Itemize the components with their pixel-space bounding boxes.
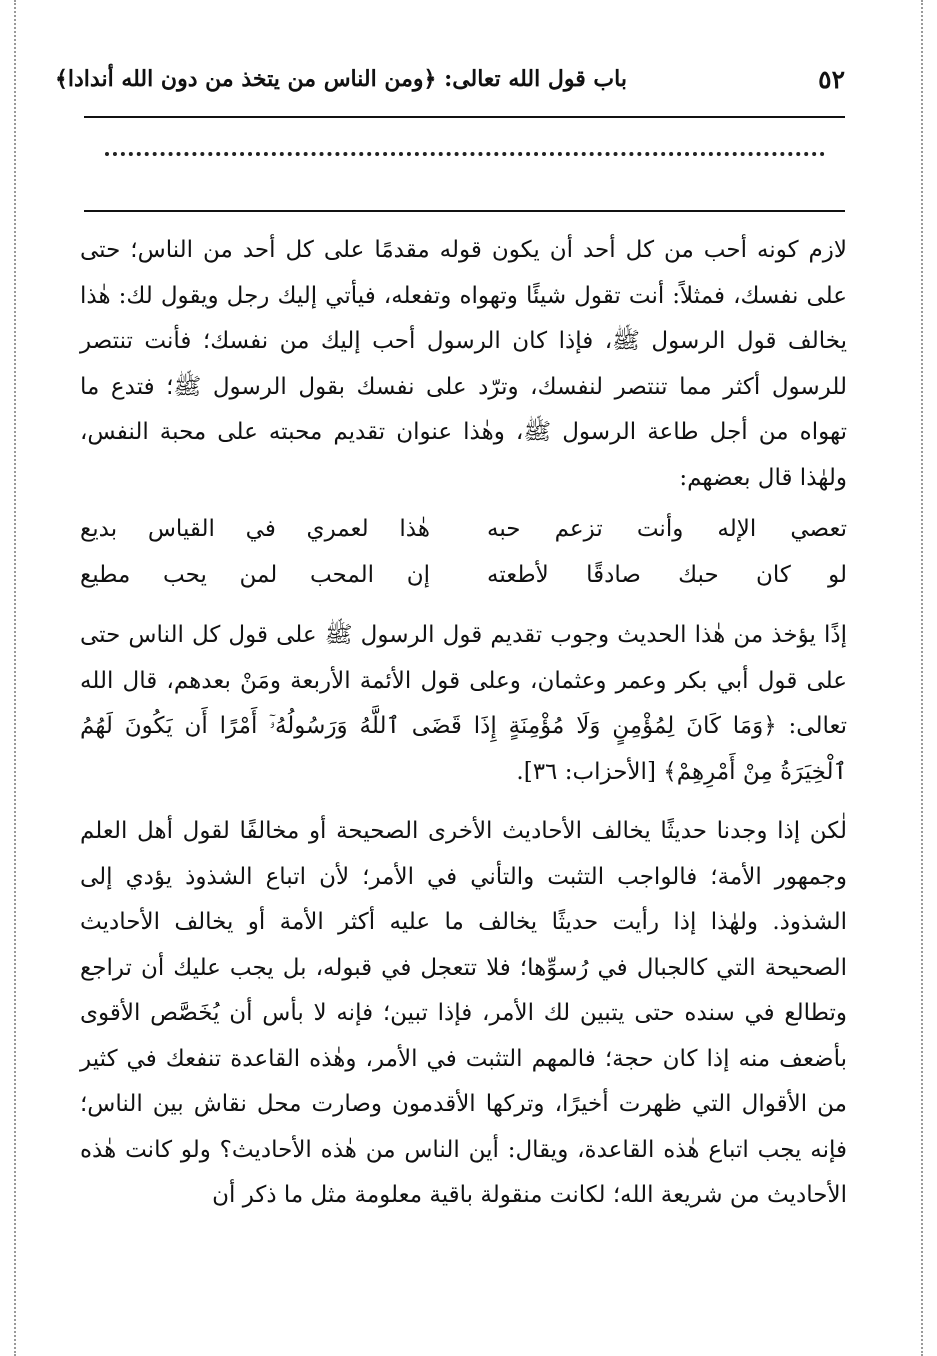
- text-line: التي ظهرت أخيرًا، وتركها الأقدمون وصارت محل نقاش بين الناس؛ فإنه: [80, 1091, 847, 1163]
- body-top-rule: [84, 210, 845, 212]
- text-line: لقول أهل العلم وجمهور الأمة؛ فالواجب التثبت والتأني في الأمر؛ لأن: [80, 818, 847, 890]
- text-line: لك الأمر، فإذا تبين؛ فإنه لا بأس أن يُخَصَّص الأقوى بأضعف منه إذا كان: [80, 1000, 847, 1072]
- text-line: وهٰذا عنوان تقديم محبته على محبة النفس، ولهٰذا قال بعضهم:: [80, 419, 847, 491]
- text-line: وَرَسُولُهُۥٓ أَمْرًا أَن يَكُونَ لَهُمُ ٱلْخِيَرَةُ مِنْ أَمْرِهِمْ﴾ [الأحزاب: ٣٦].: [80, 713, 847, 785]
- poem-second-hemistich: إن المحب لمن يحب مطيع: [80, 562, 430, 589]
- running-header: [55, 50, 845, 108]
- left-margin-dots: [14, 0, 16, 1356]
- header-rule: [84, 116, 845, 118]
- poem-first-hemistich: لو كان حبك صادقًا لأطعته: [487, 562, 847, 589]
- right-margin-dots: [921, 0, 923, 1356]
- text-line: على نفسك بقول الرسول ﷺ؛ فتدع ما تهواه من أجل طاعة الرسول ﷺ،: [80, 373, 847, 445]
- text-line: الناس؛ حتى على نفسك، فمثلاً: أنت تقول شيئًا وتهواه وتفعله، فيأتي: [80, 237, 847, 309]
- paragraph-2: [80, 613, 847, 795]
- text-line: إليك رجل ويقول لك: هٰذا يخالف قول الرسول ﷺ، فإذا كان الرسول: [80, 282, 848, 354]
- text-line: تتعجل في قبوله، بل يجب عليك أن تراجع وتطالع في سنده حتى يتبين: [80, 954, 847, 1026]
- footnote-dotted-line: [105, 152, 825, 156]
- body-text: [80, 228, 847, 1219]
- poem-second-hemistich: هٰذا لعمري في القياس بديع: [80, 516, 430, 543]
- text-line: لازم كونه أحب من كل أحد أن يكون قوله مقدمًا على كل أحد من: [193, 237, 847, 263]
- chapter-title: باب قول الله تعالى: ﴿ومن الناس من يتخذ من دون الله أندادا﴾: [55, 66, 627, 92]
- text-line: أكثر الأمة أو يخالف الأحاديث الصحيحة التي كالجبال في رُسوِّها؛ فلا: [80, 909, 847, 981]
- poem-verse: [80, 507, 847, 553]
- paragraph-1: [80, 228, 847, 501]
- text-line: لٰكن إذا وجدنا حديثًا يخالف الأحاديث الأخرى الصحيحة أو مخالفًا: [229, 818, 847, 844]
- text-line: حجة؛ فالمهم التثبت في الأمر، وهٰذه القاعدة تنفعك في كثير من الأقوال: [80, 1045, 847, 1117]
- text-line: كل الناس حتى على قول أبي بكر وعمر وعثمان، وعلى قول الأئمة: [80, 622, 848, 694]
- text-line: إذًا يؤخذ من هٰذا الحديث وجوب تقديم قول الرسول ﷺ على قول: [220, 622, 847, 648]
- poem-verse: [80, 553, 847, 599]
- page-number: ٥٢: [818, 64, 845, 94]
- paragraph-3: [80, 809, 847, 1219]
- text-line: الأربعة ومَنْ بعدهم، قال الله تعالى: ﴿وَمَا كَانَ لِمُؤْمِنٍ وَلَا مُؤْمِنَةٍ إِذَا قَضَى ٱللَّهُ: [80, 667, 847, 739]
- text-line: هٰذه الأحاديث من شريعة الله؛ لكانت منقولة باقية معلومة مثل ما ذكر أن: [80, 1136, 847, 1208]
- text-line: اتباع الشذوذ يؤدي إلى الشذوذ. ولهٰذا إذا رأيت حديثًا يخالف ما عليه: [80, 863, 847, 935]
- text-line: يجب اتباع هٰذه القاعدة، ويقال: أين الناس من هٰذه الأحاديث؟ ولو كانت: [116, 1136, 802, 1163]
- text-line: أحب إليك من نفسك؛ فأنت تنتصر للرسول أكثر مما تنتصر لنفسك، وترّد: [80, 328, 847, 400]
- poem-first-hemistich: تعصي الإله وأنت تزعم حبه: [487, 516, 847, 543]
- poem: [80, 507, 847, 599]
